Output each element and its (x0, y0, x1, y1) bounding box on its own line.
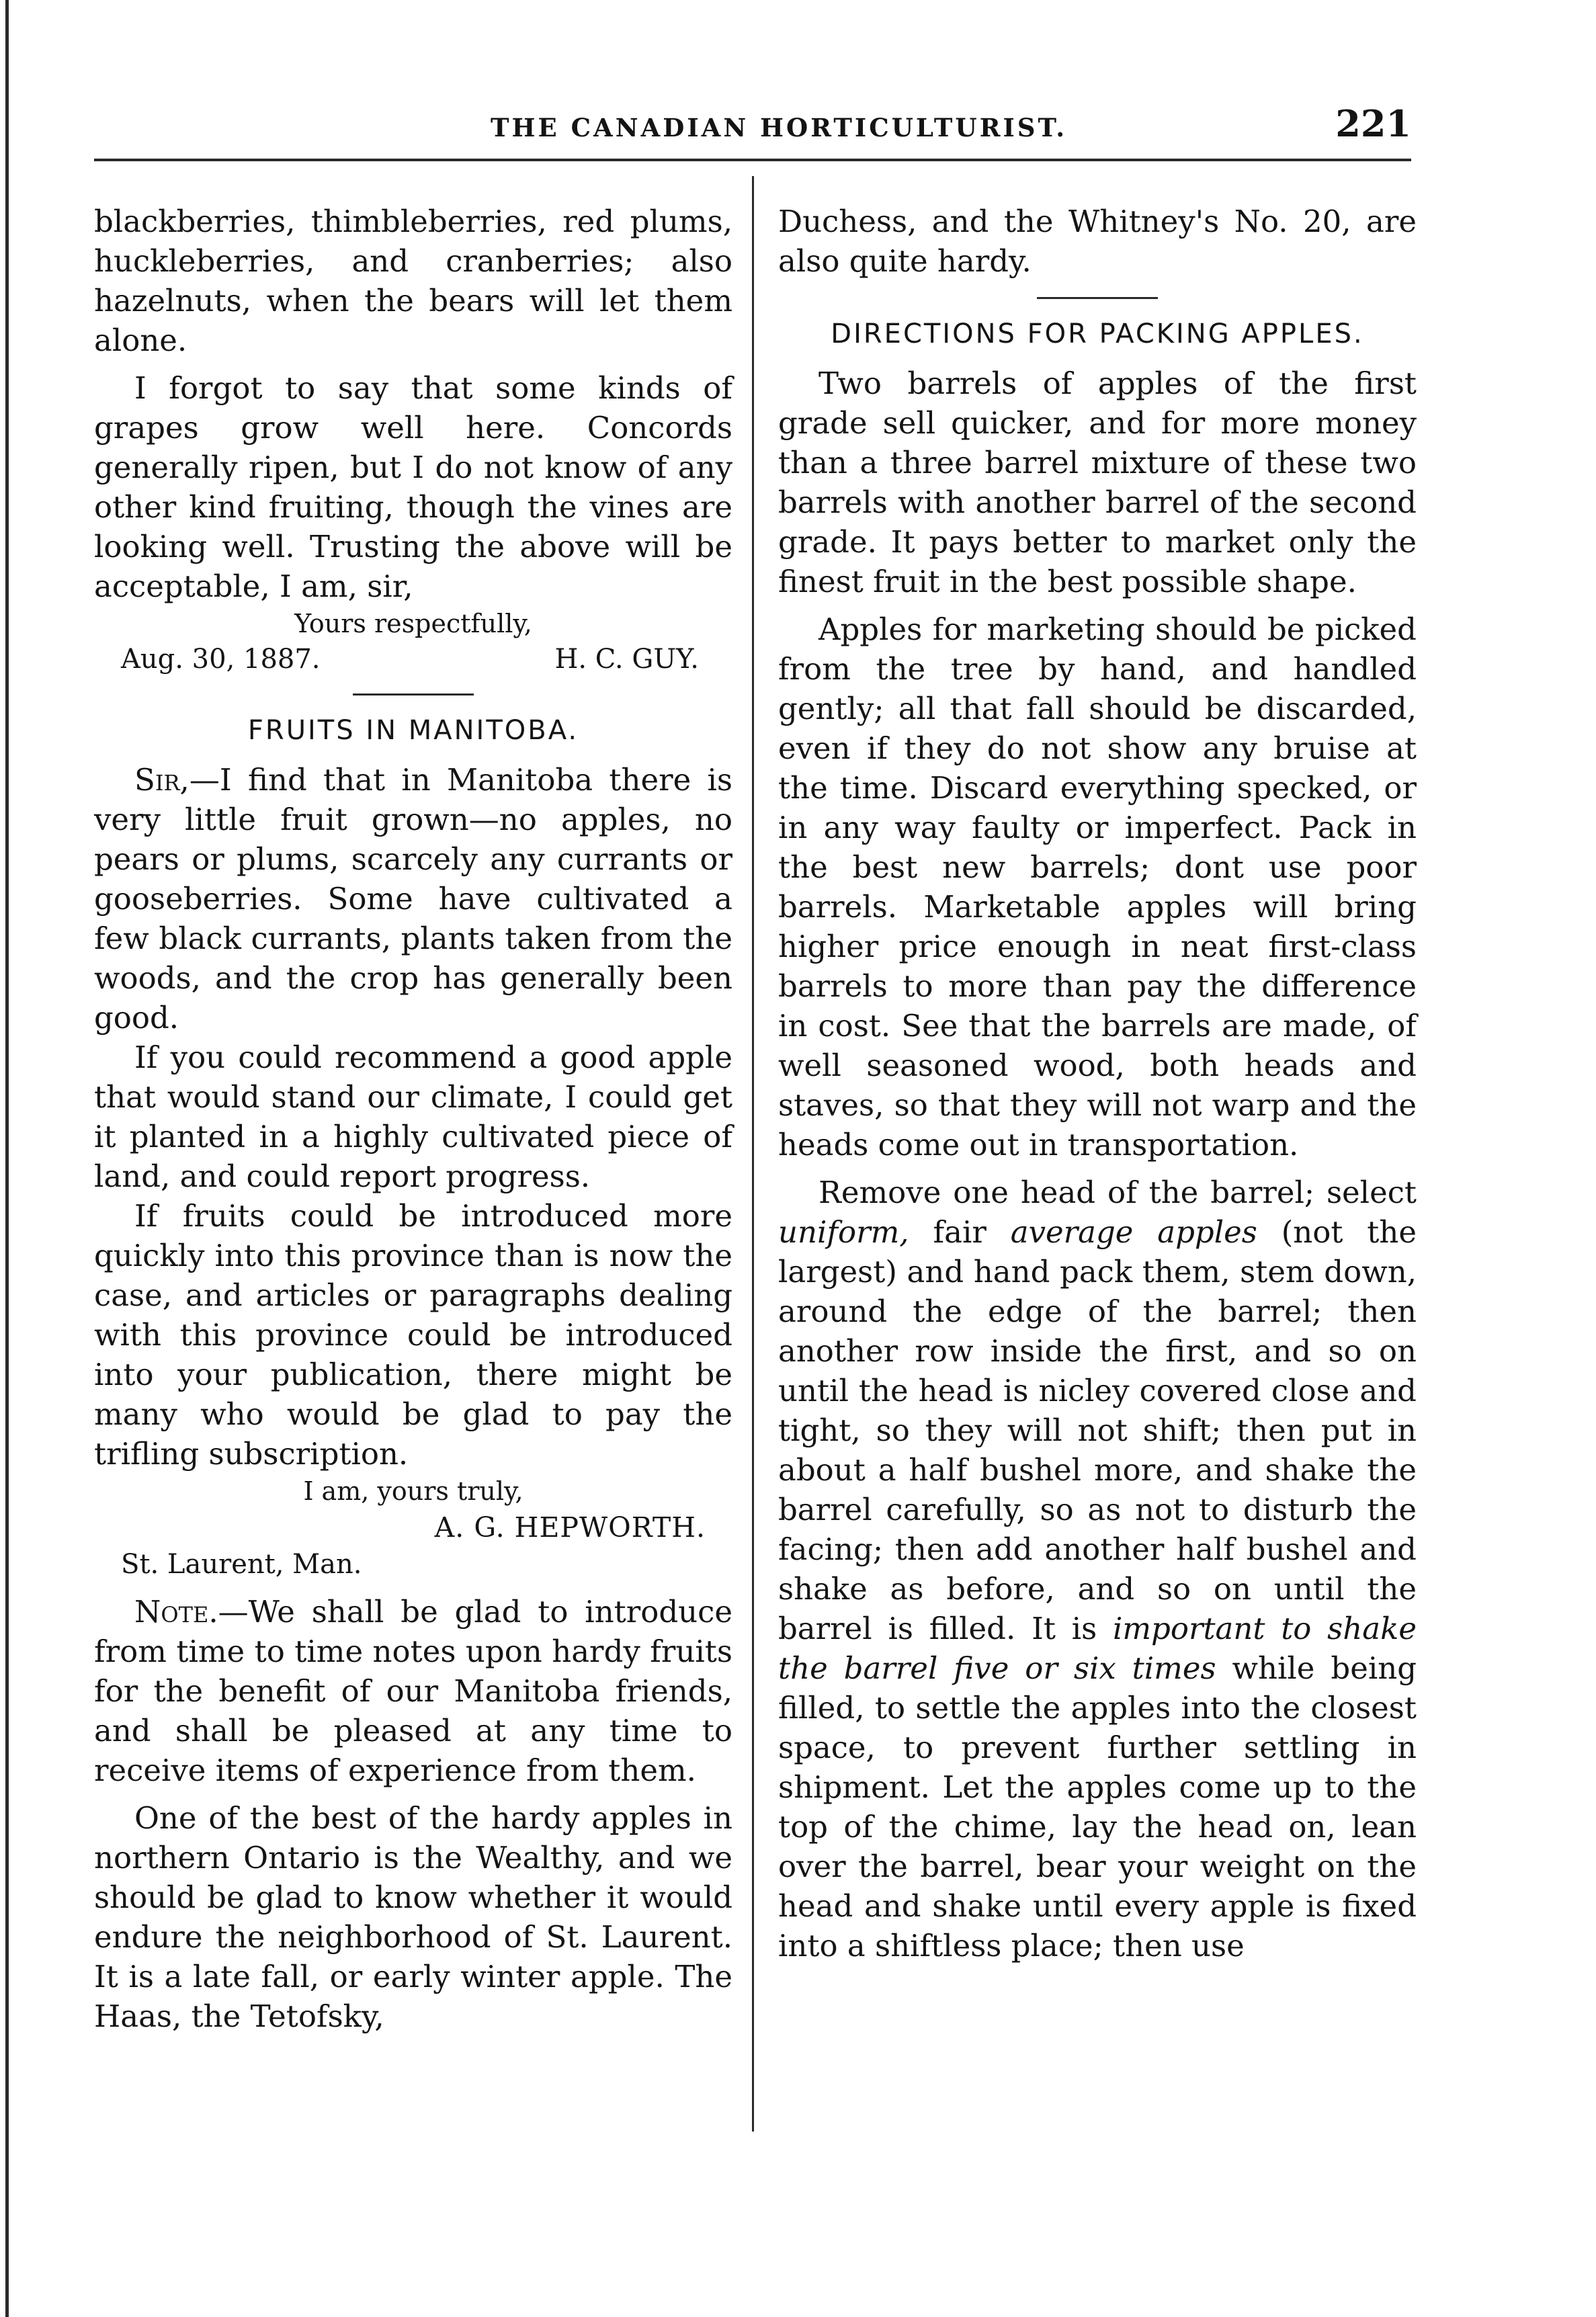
heading-fruits-manitoba: FRUITS IN MANITOBA. (247, 715, 579, 746)
paragraph-wealthy: One of the best of the hardy apples in northern Ontario is the Wealthy, and we should be glad to know whether it would endure the neighborhood of St. Laurent. It is a late fall, or early winter apple. The Haas, the Tetofsky, (94, 1800, 732, 2034)
header-rule (94, 159, 1411, 161)
paragraph-introduced: If fruits could be introduced more quickly into this province than is now the case, and articles or paragraphs dealing with this province could be introduced into your publication, there might be many who would be glad to pay the trifling subscription. (94, 1198, 732, 1472)
paragraph-marketing: Apples for marketing should be picked from the tree by hand, and handled gently; all that fall should be discarded, even if they do not show any bruise at the time. Discard everything specked, or in any way faulty or imperfect. Pack in the best new barrels; dont use poor barrels. Marketable apples will bring higher price enough in neat first-class barrels to more than pay the difference in cost. See that the barrels are made, of well seasoned wood, both heads and staves, so that they will not warp and the heads come out in transportation. (778, 612, 1417, 1163)
guy-date: Aug. 30, 1887. (121, 644, 321, 675)
remove-text-3: (not the largest) and hand pack them, stem down, around the edge of the barrel; then another row inside the first, and so on until the head is nicley covered close and tight, so they will not shift; then put in about a half bushel more, and shake the barrel carefully, so as not to disturb the facing; then add another half bushel and shake as before, and so on until the barrel is filled. It is (778, 1214, 1417, 1646)
section-rule (353, 693, 474, 696)
paragraph-continued: blackberries, thimbleberries, red plums, huckleberries, and cranberries; also hazelnuts, when the bears will let them alone. (94, 204, 732, 358)
paragraph-note (94, 1592, 732, 1790)
salutation: Sir, (134, 762, 190, 798)
paragraph-continued-right: Duchess, and the Whitney's No. 20, are also quite hardy. (778, 204, 1417, 279)
note-label: Note. (134, 1594, 218, 1630)
page-number: 221 (1335, 102, 1411, 145)
remove-emphasis-average: average apples (1010, 1214, 1257, 1250)
heading-packing-apples: DIRECTIONS FOR PACKING APPLES. (831, 319, 1364, 349)
paragraph-two-barrels: Two barrels of apples of the first grade sell quicker, and for more money than a three barrel mixture of these two barrels with another barrel of the second grade. It pays better to market only the finest fruit in the best possible shape. (778, 366, 1417, 599)
guy-closing: Yours respectfully, (294, 609, 532, 638)
paragraph-note-text: —We shall be glad to introduce from time to time notes upon hardy fruits for the benefit of our Manitoba friends, and shall be pleased at any time to receive items of experience from them. (94, 1594, 732, 1788)
guy-name: H. C. GUY. (554, 644, 699, 675)
hepworth-place: St. Laurent, Man. (121, 1549, 362, 1580)
remove-text-4: while being filled, to settle the apples into the closest space, to prevent further settling in shipment. Let the apples come up to the top of the chime, lay the head on, lean over the barrel, bear your weight on the head and shake until every apple is fixed into a shiftless place; then use (778, 1650, 1417, 1964)
left-column (94, 202, 732, 2036)
remove-emphasis-shake: important to shake the barrel five or six times (778, 1611, 1417, 1686)
paragraph-sir-text: —I find that in Manitoba there is very little fruit grown—no apples, no pears or plums, scarcely any currants or gooseberries. Some have cultivated a few black currants, plants taken from the woods, and the crop has generally been good. (94, 762, 732, 1036)
paragraph-grapes: I forgot to say that some kinds of grapes grow well here. Concords generally ripen, but I do not know of any other kind fruiting, though the vines are looking well. Trusting the above will be acceptable, I am, sir, (94, 370, 732, 604)
remove-emphasis-uniform: uniform, (778, 1214, 909, 1250)
guy-signature-row (121, 641, 732, 677)
hepworth-closing: I am, yours truly, (303, 1476, 523, 1506)
remove-text-2: fair (909, 1214, 1011, 1250)
column-divider (752, 176, 754, 2132)
paragraph-remove-head (778, 1173, 1417, 1966)
left-edge-rule (5, 0, 9, 2317)
remove-text-1: Remove one head of the barrel; select (818, 1175, 1417, 1210)
paragraph-recommend: If you could recommend a good apple that would stand our climate, I could get it planted in a highly cultivated piece of land, and could report progress. (94, 1040, 732, 1194)
section-rule-right (1037, 297, 1158, 299)
paragraph-sir (94, 760, 732, 1038)
running-head (94, 101, 1411, 161)
right-column (778, 202, 1417, 1966)
hepworth-name: A. G. HEPWORTH. (434, 1511, 706, 1544)
running-title: THE CANADIAN HORTICULTURIST. (491, 113, 1068, 142)
